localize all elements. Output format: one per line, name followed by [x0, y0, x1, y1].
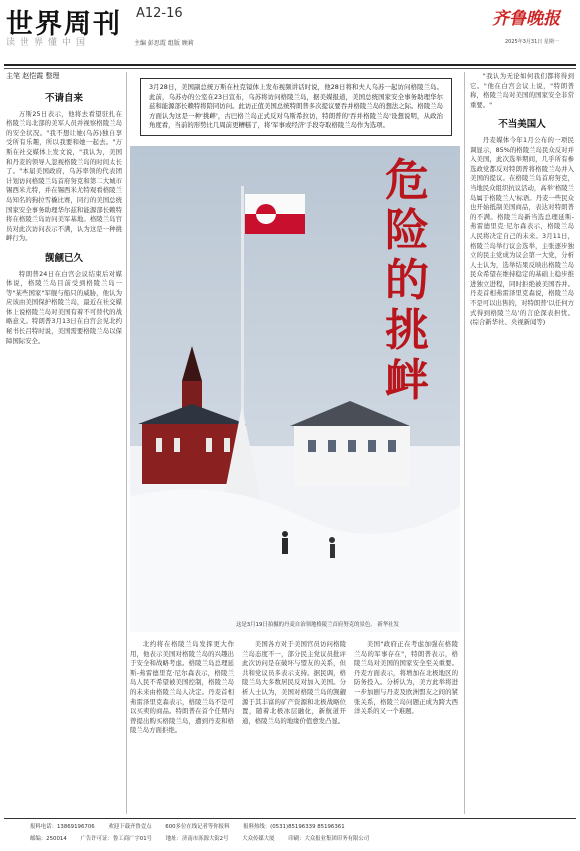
- page-code: A12-16: [136, 6, 183, 21]
- masthead-subtitle: 读世界懂中国: [6, 38, 91, 48]
- section-title-coveted: 觊觎已久: [44, 252, 83, 264]
- footer-item: 地址：济南市泺源大街2号: [165, 836, 229, 842]
- headline: 危险的挑衅: [385, 155, 429, 406]
- footer-item: 报料热线：(0531)85196339 85196361: [243, 824, 345, 830]
- section-text-not-american: 丹麦媒体今年1月公布的一项民调显示，85%的格陵兰岛民众反对并入美国，此次选举期间，几乎所有参选政党都反对特朗普将格陵兰岛并入美国的提议。在格陵兰岛首府努克，当地民众组织抗议活动，高举'格陵兰岛属于格陵兰人'标语。丹麦一些民众也开始抵制美国商品，表达对特朗普的不满。格陵兰岛新当选总理延斯-弗雷德里克·尼尔森表示，格陵兰岛人民将决定自己的未来。3月11日，格陵兰岛举行议会选举，主张逐步独立的民主党成为议会第一大党，分析人士认为，选举结果反映出格陵兰岛民众希望在维持稳定的基础上稳步推进独立进程，同时拒绝被美国吞并。丹麦首相弗雷泽里克森说，格陵兰岛不是可以出售的，对特朗普'以任何方式得到格陵兰岛'的言论深表担忧。(综合新华社、央视新闻等): [470, 135, 574, 327]
- right-column: [470, 72, 574, 814]
- footer-item: 报料电话：13869196706: [30, 824, 95, 830]
- section-title-not-american: 不当美国人: [498, 119, 546, 131]
- footer-item: 600多位在线记者等你报料: [165, 824, 230, 830]
- mid-column-3: [354, 640, 458, 814]
- host-line: 主笔 赵恺霞 整理: [6, 72, 60, 80]
- footer-line-2: [30, 834, 570, 842]
- newspaper-logo: 齐鲁晚报: [492, 9, 560, 29]
- editors-line: 主编 彭思霞 组版 顾莉: [134, 40, 194, 47]
- section-text-coveted: 特朗普24日在白宫会议结束后对媒体说，格陵兰岛目前受到格陵兰岛一等"某些国家"军舰与船只的威胁，他认为应该由美国保护格陵兰岛，最近在社交媒体上说格陵兰岛对美国有着不可替代的战略意义。特朗普3月13日在白宫会见北约秘书长吕特时说，美国需要格陵兰岛以保障国际安全。: [6, 269, 122, 345]
- masthead-title: 世界周刊: [6, 9, 122, 40]
- footer-item: 大众传媒大厦: [242, 836, 275, 842]
- mid-column-1: [130, 640, 234, 814]
- lede-box: [140, 78, 452, 136]
- mid-column-1-text: 北约将在格陵兰岛发挥更大作用，他表示美国对格陵兰岛的兴趣出于安全和战略考虑。格陵兰岛总理延斯-弗雷德里克·尼尔森表示，格陵兰岛人民不希望被美国控制，格陵兰岛的未来由格陵兰岛人决定。丹麦首相弗雷泽里克森表示，格陵兰岛不是可以买卖的商品。特朗普在首个任期内曾提出购买格陵兰岛，遭到丹麦和格陵兰岛方面拒绝。: [130, 640, 234, 735]
- masthead-rule: [4, 64, 576, 66]
- mid-column-2-text: 美国各方对于美国官员访问格陵兰岛态度不一，部分民主党议员批评此次访问是在破坏与盟友的关系，但共和党议员多表示支持。据民调，格陵兰岛大多数居民反对加入美国。分析人士认为，美国对格陵兰岛的觊觎源于其丰富的矿产资源和北极战略位置，随着北极冰层融化，新航道开通，格陵兰岛的地缘价值愈发凸显。: [242, 640, 346, 725]
- column-divider: [126, 72, 127, 814]
- lede-text: 3月28日，美国副总统万斯在杜克镜体上发布视频讲话时说，他28日将和夫人乌苏一起访问格陵兰岛。此前，乌苏办的公室在23日宣布，乌苏将访问格陵兰岛，据美媒报道，美国总统国家安全事务助理华尔兹和能源部长赖特将陪同访问。此访正值美国总统特朗普多次提议要吞并格陵兰岛的想法之际。格陵兰岛方面认为这是一种'挑衅'，古巴格兰岛正式反对乌斯希拉访，特朗普的'吞并格陵兰岛'设想说明，从政治角度看，当前的形势比几周前更糟糕了，将'军事或经济'手段夺取格陵兰岛作为选项。: [149, 83, 443, 130]
- footer-item: 欢迎下载齐鲁壹点: [108, 824, 152, 830]
- mid-column-3-text: 美国"政府正在考虑加强在格陵兰岛的军事存在"，特朗普表示，格陵兰岛对美国的国家安全至关重要。丹麦方面表示，将增加在北极地区的防务投入。分析认为，美方此举将进一步加剧与丹麦及欧洲盟友之间的紧张关系，格陵兰岛问题正成为跨大西洋关系的又一个难题。: [354, 640, 458, 716]
- issue-date: 2025年3月31日 星期一: [505, 39, 559, 45]
- footer-rule: [4, 818, 576, 819]
- section-text-uninvited: 万斯25日表示，他将去看望驻扎在格陵兰岛北部的美军人员并视察格陵兰岛的安全状况。"我不想让她(乌苏)独自享受所有乐趣，所以我要和她一起去。"万斯在社交媒体上发文说，"我认为，美国和丹麦的领导人忽视格陵兰岛的时间太长了。"本届美国政府，乌苏率领的代表团计划访问格陵兰岛首府努克和第二大城市锡西米尤特，并在锡西米尤特观看格陵兰岛知名的狗拉雪橇比赛，同行的美国总统国家安全事务助理华尔兹和能源部长赖特将在格陵兰岛访问美军基地。格陵兰岛官员对此次访问表示不满，认为这是一种挑衅行为。: [6, 109, 122, 243]
- right-intro-text: "我认为无论如何我们都将得到它。"他在白宫会议上说，"特朗普称，格陵兰岛对美国的国家安全非常重要。": [470, 72, 574, 109]
- footer-item: 邮编：250014: [30, 836, 67, 842]
- column-divider-right: [464, 72, 465, 814]
- footer-item: 广告许可证：鲁工商广字01号: [80, 836, 153, 842]
- footer-line-1: [30, 822, 570, 830]
- footer-item: 印刷：大众报业集团印务有限公司: [288, 836, 370, 842]
- left-column: [6, 84, 122, 814]
- photo-caption: 这是3月19日拍摄的丹麦自治领地格陵兰首府努克的景色。 新华社发: [236, 622, 399, 628]
- section-title-uninvited: 不请自来: [44, 93, 83, 104]
- masthead-rule-thin: [4, 68, 576, 69]
- mid-column-2: [242, 640, 346, 814]
